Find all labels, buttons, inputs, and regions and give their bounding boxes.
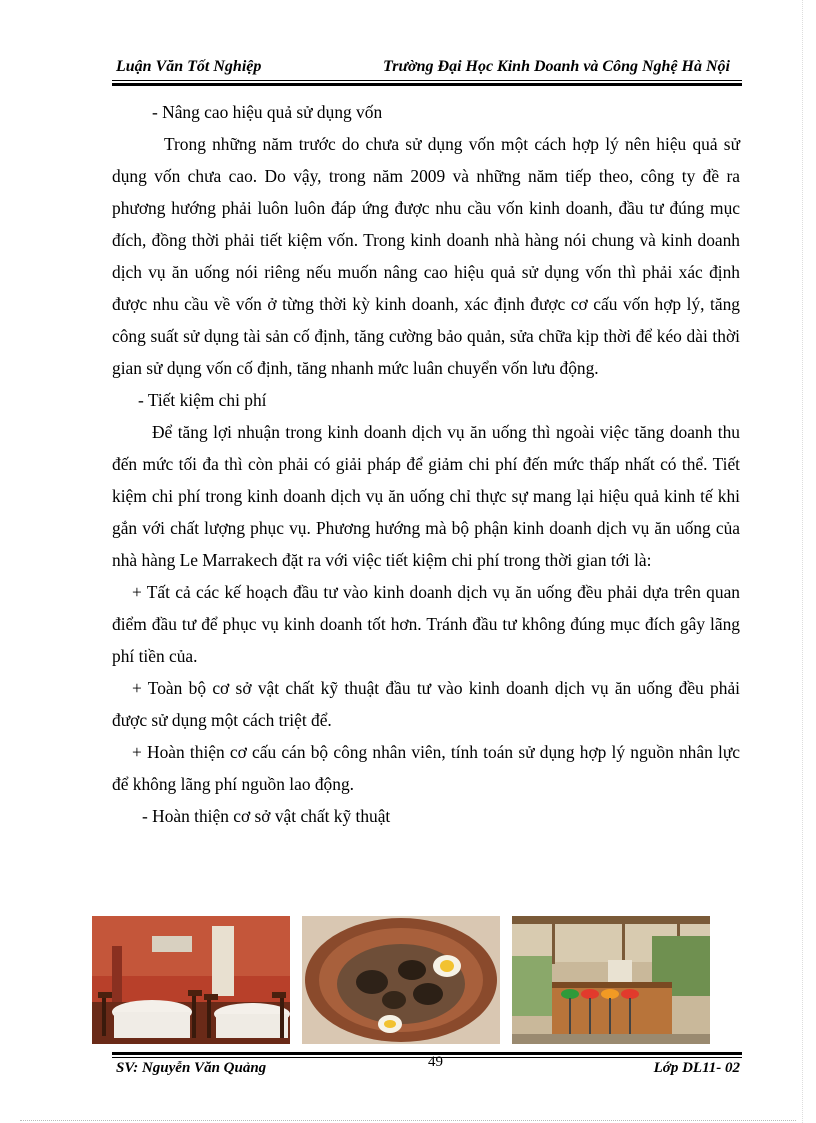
header-university-name: Trường Đại Học Kinh Doanh và Công Nghệ Hà Nội (383, 58, 730, 75)
header-rule-thick (112, 83, 742, 86)
page-footer (112, 1060, 740, 1082)
bullet-facilities-usage: + Toàn bộ cơ sở vật chất kỹ thuật đầu tư vào kinh doanh dịch vụ ăn uống đều phải được sử dụng một cách triệt để. (112, 678, 740, 730)
bullet-investment-plans: + Tất cả các kế hoạch đầu tư vào kinh doanh dịch vụ ăn uống đều phải dựa trên quan điểm đầu tư để phục vụ kinh doanh tốt hơn. Tránh đầu tư không đúng mục đích gây lãng phí tiền của. (112, 582, 740, 666)
bullet-staff-structure: + Hoàn thiện cơ cấu cán bộ công nhân viên, tính toán sử dụng hợp lý nguồn nhân lực để không lãng phí nguồn lao động. (112, 742, 740, 794)
photo-bar-counter (512, 916, 710, 1044)
page-right-dotted-edge (802, 0, 804, 1123)
document-body (112, 96, 740, 832)
footer-rule-thick (112, 1052, 742, 1055)
heading-capital-efficiency: - Nâng cao hiệu quả sử dụng vốn (152, 102, 383, 122)
footer-student-name: SV: Nguyễn Văn Quảng (116, 1060, 267, 1076)
header-rule-thin (112, 80, 742, 81)
footer-rule-thin (112, 1057, 742, 1058)
paragraph-cost-saving: Để tăng lợi nhuận trong kinh doanh dịch vụ ăn uống thì ngoài việc tăng doanh thu đến mức tối đa thì còn phải có giải pháp để giảm chi phí đến mức thấp nhất có thể. Tiết kiệm chi phí trong kinh doanh dịch vụ ăn uống chỉ thực sự mang lại hiệu quả kinh tế khi gắn với chất lượng phục vụ. Phương hướng mà bộ phận kinh doanh dịch vụ ăn uống của nhà hàng Le Marrakech đặt ra với việc tiết kiệm chi phí trong thời gian tới là: (112, 422, 740, 570)
header-thesis-title: Luận Văn Tốt Nghiệp (116, 58, 262, 75)
photo-dining-room (92, 916, 290, 1044)
page-header (112, 58, 740, 80)
photo-tajine-dish (302, 916, 500, 1044)
footer-class-code: Lớp DL11- 02 (653, 1060, 740, 1076)
paragraph-capital-efficiency: Trong những năm trước do chưa sử dụng vốn một cách hợp lý nên hiệu quả sử dụng vốn chưa cao. Do vậy, trong năm 2009 và những năm tiếp theo, công ty đề ra phương hướng phải luôn luôn đáp ứng được nhu cầu vốn kinh doanh, đầu tư đúng mục đích, đồng thời phải tiết kiệm vốn. Trong kinh doanh nhà hàng nói chung và kinh doanh dịch vụ ăn uống nói riêng nếu muốn nâng cao hiệu quả sử dụng vốn thì phải xác định được nhu cầu về vốn ở từng thời kỳ kinh doanh, xác định được cơ cấu vốn hợp lý, tăng công suất sử dụng tài sản cố định, tăng cường bảo quản, sửa chữa kịp thời để kéo dài thời gian sử dụng vốn cố định, tăng nhanh mức luân chuyển vốn lưu động. (112, 134, 740, 378)
heading-facilities: - Hoàn thiện cơ sở vật chất kỹ thuật (142, 806, 391, 826)
heading-cost-saving: - Tiết kiệm chi phí (138, 390, 267, 410)
page-bottom-dotted-edge (20, 1120, 796, 1122)
page-number: 49 (428, 1054, 443, 1070)
